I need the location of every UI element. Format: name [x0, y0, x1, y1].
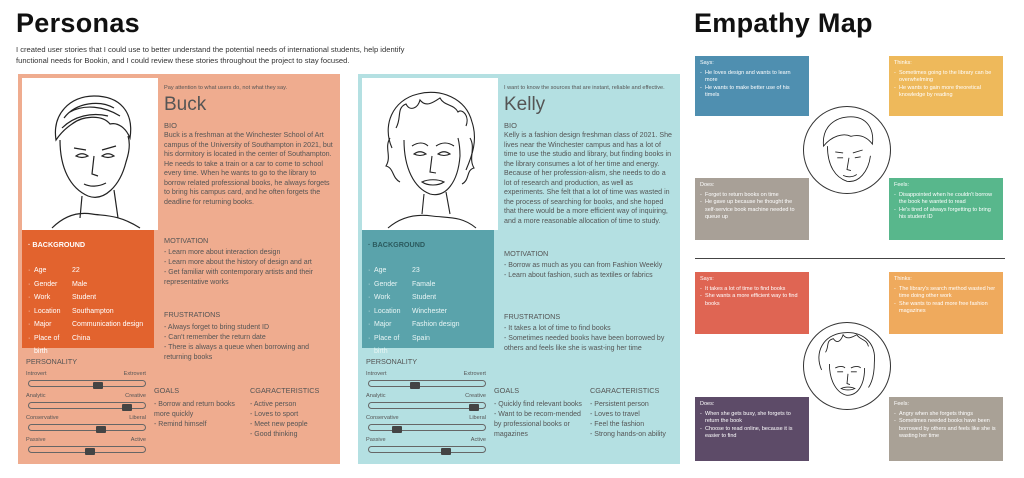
slider-knob	[93, 382, 103, 389]
list-item: - Want to be recom-mended by professional books or magazines	[494, 411, 581, 438]
slider-knob	[122, 404, 132, 411]
background-row-location: · Location Southampton	[28, 305, 152, 319]
buck-frustrations-list	[164, 323, 336, 363]
kelly-background-panel	[362, 230, 494, 355]
background-row-gender: · Gender Famale	[368, 278, 492, 292]
kelly-portrait	[362, 78, 498, 230]
empathy-buck-thinks: Thinks: - Sometimes going to the library can be overwhelming - He wants to gain more theoretical knowledge by reading	[889, 56, 1003, 116]
background-row-major: · Major Fashion design	[368, 318, 492, 332]
kelly-name: Kelly	[504, 94, 546, 115]
slider-passive-active: Passive Active	[26, 437, 146, 459]
buck-background-panel	[22, 230, 154, 355]
list-item: - Loves to sport	[250, 411, 299, 418]
list-item: - It takes a lot of time to find books	[504, 325, 611, 332]
list-item: - Active person	[250, 401, 297, 408]
kelly-bio: Kelly is a fashion design freshman class of 2021. She lives near the Winchester campus and has a lot of time to use the studio and library, but finding books in the library consumes a lot of her time and energy. Because of her profession-alism, she needs to do a lot of research and production, as well as experiments. She felt that a lot of time was wasted in the process of searching for books, and she hoped that there would be a more efficient way of inquiring, and a more reasonable allocation of time to study.	[504, 131, 672, 225]
motivation-heading: MOTIVATION	[504, 249, 549, 258]
buck-portrait	[22, 78, 158, 230]
slider-passive-active: Passive Active	[366, 437, 486, 459]
background-row-work: · Work Student	[368, 291, 492, 305]
kelly-characteristics-list	[590, 400, 676, 440]
kelly-goals-list	[494, 400, 582, 440]
background-row-gender: · Gender Male	[28, 278, 152, 292]
personality-heading: PERSONALITY	[26, 357, 78, 366]
background-row-birthplace: · Place of birth Spain	[368, 332, 492, 359]
list-item: - Meet new people	[250, 421, 308, 428]
slider-knob	[469, 404, 479, 411]
list-item: - Loves to travel	[590, 411, 640, 418]
empathy-divider	[695, 258, 1005, 259]
empathy-map-title: Empathy Map	[694, 8, 873, 38]
background-row-work: · Work Student	[28, 291, 152, 305]
empathy-kelly-says: Says: - It takes a lot of time to find books - She wants a more efficient way to find books	[695, 272, 809, 334]
empathy-kelly-does: Does: - When she gets busy, she forgets to return the book - Choose to read online, because it is easier to find	[695, 397, 809, 461]
kelly-frustrations-list	[504, 324, 674, 354]
list-item: - Feel the fashion	[590, 421, 645, 428]
kelly-quote: I want to know the sources that are instant, reliable and effective.	[504, 85, 665, 91]
buck-name: Buck	[164, 94, 207, 115]
list-item: - Borrow as much as you can from Fashion Weekly	[504, 262, 663, 269]
intro-text: I created user stories that I could use to better understand the potential needs of international students, help identify functional needs for Bookin, and I could review these stories throughout the project to stay focused.	[16, 45, 405, 65]
background-row-location: · Location Winchester	[368, 305, 492, 319]
buck-quote: Pay attention to what users do, not what they say.	[164, 85, 288, 91]
frustrations-heading: FRUSTRATIONS	[504, 312, 561, 321]
slider-knob	[410, 382, 420, 389]
background-row-birthplace: · Place of birth China	[28, 332, 152, 359]
slider-introvert-extrovert: Introvert Extrovert	[366, 371, 486, 393]
buck-bio-heading: BIO	[164, 121, 177, 130]
slider-introvert-extrovert: Introvert Extrovert	[26, 371, 146, 393]
list-item: - Quickly find relevant books	[494, 401, 582, 408]
buck-characteristics-list	[250, 400, 336, 440]
list-item: - Learn more about the history of design and art	[164, 259, 312, 266]
empathy-kelly-thinks: Thinks: - The library's search method wasted her time doing other work - She wants to read more free fashion magazines	[889, 272, 1003, 334]
list-item: - Sometimes needed books have been borrowed by others and feels like she is wast-ing her time	[504, 335, 665, 352]
personality-heading: PERSONALITY	[366, 357, 418, 366]
characteristics-heading: CGARACTERISTICS	[250, 386, 320, 395]
buck-motivation-list	[164, 248, 336, 288]
background-heading: · BACKGROUND	[368, 240, 426, 249]
buck-goals-list	[154, 400, 242, 430]
list-item: - Good thinking	[250, 431, 298, 438]
slider-conservative-liberal: Conservative Liberal	[366, 415, 486, 437]
persona-card-kelly	[358, 74, 680, 464]
list-item: - Always forget to bring student ID	[164, 324, 270, 331]
background-row-age: · Age 23	[368, 264, 492, 278]
empathy-buck-feels: Feels: - Disappointed when he couldn't borrow the book he wanted to read - He's tired of always forgetting to bring his student ID	[889, 178, 1003, 240]
background-heading: · BACKGROUND	[28, 240, 86, 249]
empathy-buck-face	[803, 106, 891, 194]
characteristics-heading: CGARACTERISTICS	[590, 386, 660, 395]
personas-title: Personas	[16, 8, 140, 38]
goals-heading: GOALS	[494, 386, 520, 395]
frustrations-heading: FRUSTRATIONS	[164, 310, 221, 319]
slider-analytic-creative: Analytic Creative	[366, 393, 486, 415]
kelly-motivation-list	[504, 261, 674, 281]
motivation-heading: MOTIVATION	[164, 236, 209, 245]
slider-conservative-liberal: Conservative Liberal	[26, 415, 146, 437]
empathy-buck-says: Says: - He loves design and wants to learn more - He wants to make better use of his timels	[695, 56, 809, 116]
list-item: - Can't remember the return date	[164, 334, 266, 341]
goals-heading: GOALS	[154, 386, 180, 395]
list-item: - Persistent person	[590, 401, 649, 408]
buck-bio: Buck is a freshman at the Winchester School of Art campus of the University of Southampton in 2021, but his dormitory is located in the center of Southampton. He needs to take a train or a car to come to school every time. When he wants to go to the library to borrow related professional books, he always forgets to bring his campus card, and he often forgets the deadline for returning books.	[164, 131, 333, 206]
background-row-major: · Major Communication design	[28, 318, 152, 332]
empathy-kelly-feels: Feels: - Angry when she forgets things - Sometimes needed books have been borrowed by others and feels like she is wasting her time	[889, 397, 1003, 461]
list-item: - Remind himself	[154, 421, 207, 428]
background-row-age: · Age 22	[28, 264, 152, 278]
slider-knob	[85, 448, 95, 455]
empathy-kelly-face	[803, 322, 891, 410]
list-item: - There is always a queue when borrowing and returning books	[164, 344, 310, 361]
slider-knob	[392, 426, 402, 433]
slider-analytic-creative: Analytic Creative	[26, 393, 146, 415]
slider-knob	[96, 426, 106, 433]
list-item: - Get familiar with contemporary artists and their representative works	[164, 269, 313, 286]
empathy-buck-does: Does: - Forget to return books on time - He gave up because he thought the self-service book machine needed to queue up	[695, 178, 809, 240]
slider-knob	[441, 448, 451, 455]
persona-card-buck	[18, 74, 340, 464]
kelly-bio-heading: BIO	[504, 121, 517, 130]
list-item: - Learn more about interaction design	[164, 249, 281, 256]
list-item: - Learn about fashion, such as textiles or fabrics	[504, 272, 653, 279]
list-item: - Strong hands-on ability	[590, 431, 666, 438]
list-item: - Borrow and return books more quickly	[154, 401, 235, 418]
